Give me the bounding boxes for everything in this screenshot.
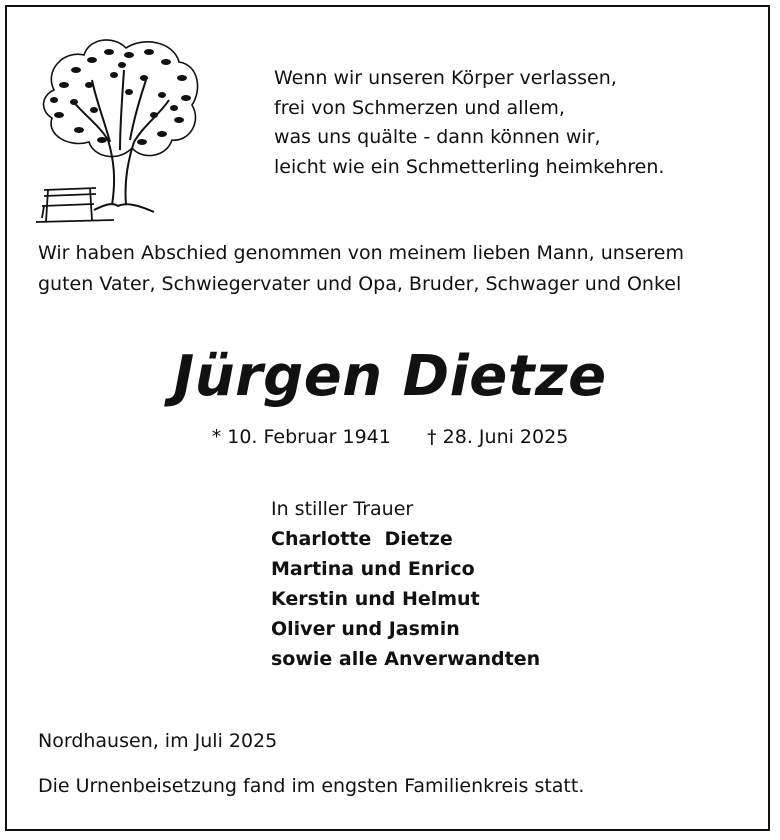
- mourner-name: Oliver und Jasmin: [271, 618, 460, 640]
- place-date: Nordhausen, im Juli 2025: [38, 730, 278, 752]
- poem-line: frei von Schmerzen und allem,: [274, 96, 565, 119]
- mourning-lead: In stiller Trauer: [271, 498, 414, 520]
- mourner-name: sowie alle Anverwandten: [271, 648, 541, 670]
- poem: [274, 64, 664, 182]
- intro-line: guten Vater, Schwiegervater und Opa, Bruder, Schwager und Onkel: [38, 273, 682, 295]
- poem-line: Wenn wir unseren Körper verlassen,: [274, 67, 617, 89]
- birth-date: * 10. Februar 1941: [211, 426, 391, 448]
- intro-line: Wir haben Abschied genommen von meinem lieben Mann, unserem: [38, 242, 684, 264]
- mourners-block: [271, 494, 540, 674]
- burial-note: Die Urnenbeisetzung fand im engsten Familienkreis statt.: [38, 775, 585, 797]
- mourner-name: Kerstin und Helmut: [271, 588, 480, 610]
- deceased-name: Jürgen Dietze: [173, 344, 607, 409]
- mourner-name: Martina und Enrico: [271, 558, 475, 580]
- poem-line: was uns quälte - dann können wir,: [274, 126, 601, 148]
- death-date: † 28. Juni 2025: [427, 426, 569, 448]
- life-dates: [0, 426, 780, 448]
- mourner-name: Charlotte Dietze: [271, 528, 453, 550]
- intro-text: [38, 238, 684, 300]
- tree-with-bench-icon: [34, 30, 204, 225]
- poem-line: leicht wie ein Schmetterling heimkehren.: [274, 155, 665, 178]
